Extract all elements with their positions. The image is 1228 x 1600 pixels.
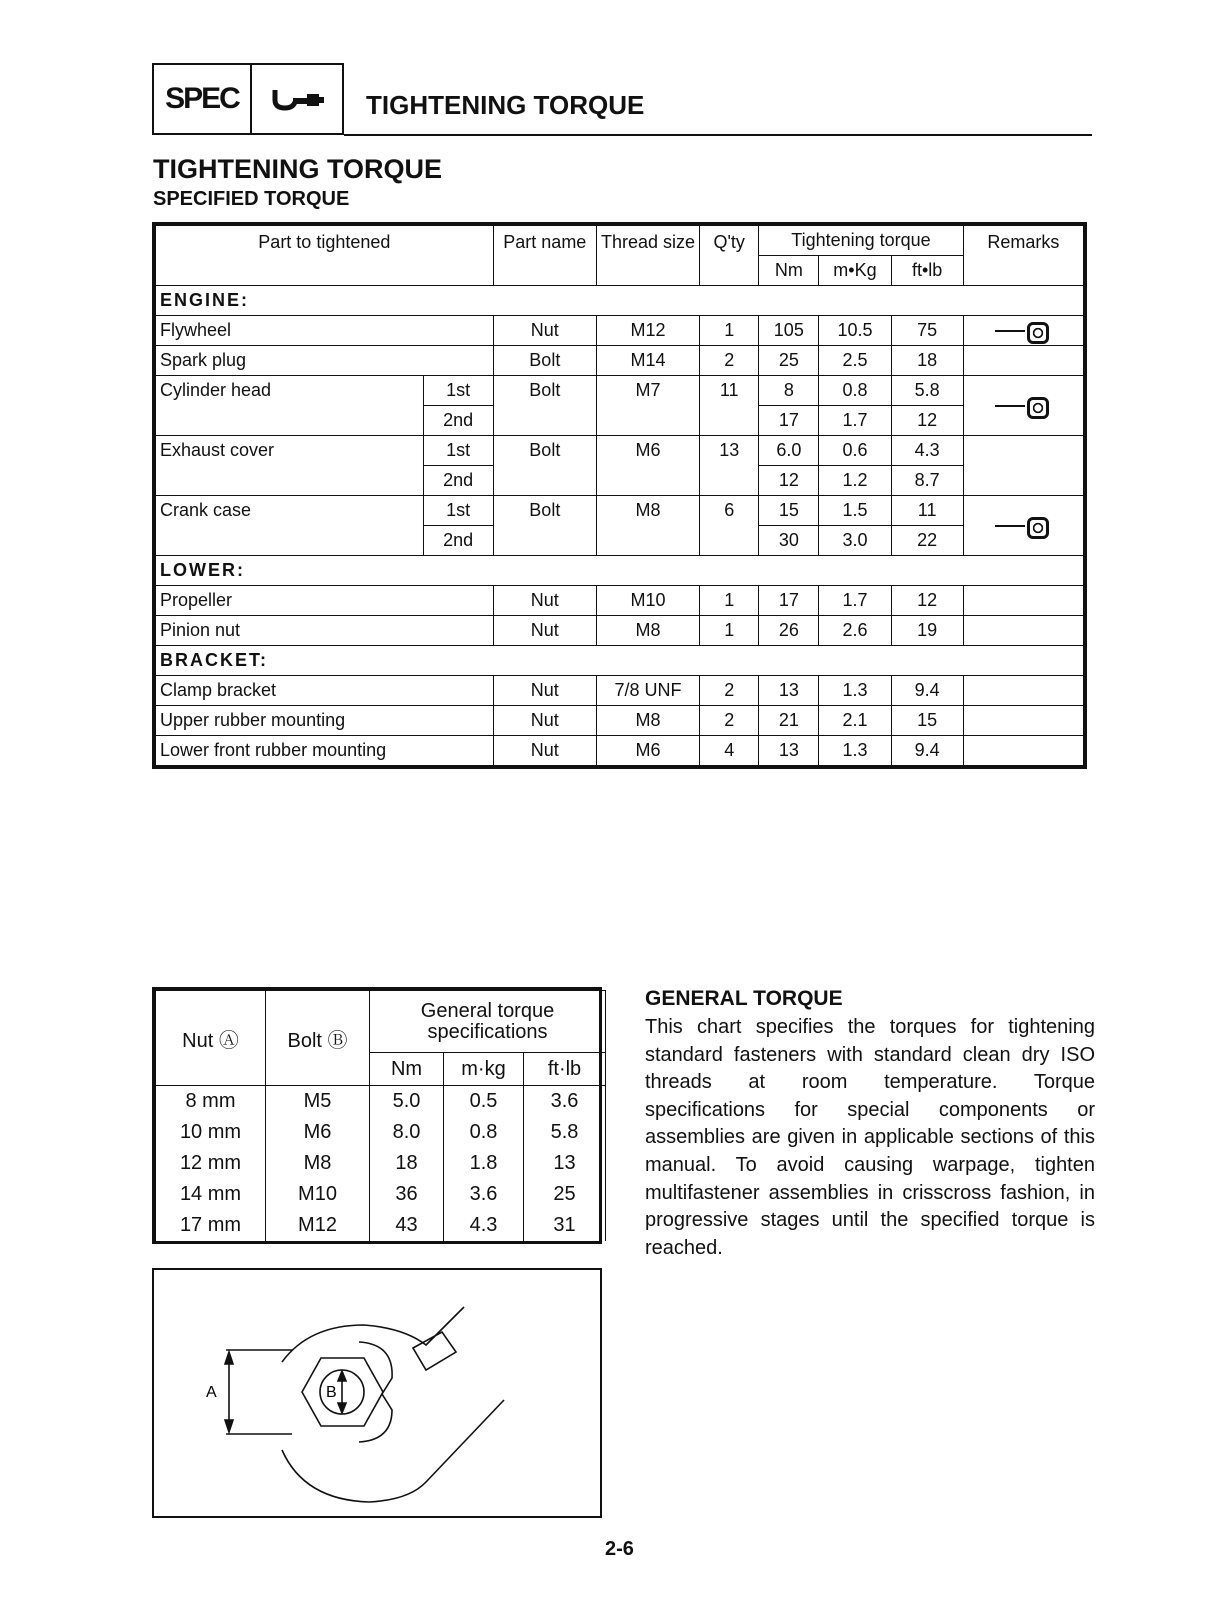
table-row — [156, 706, 1084, 736]
cell-nm: 21 — [759, 706, 819, 736]
cell-nm: 30 — [759, 526, 819, 556]
cell-mkg: 0.5 — [444, 1086, 524, 1118]
table-row — [156, 1117, 606, 1148]
cell-bolt: M12 — [266, 1210, 370, 1241]
wrench-nut-diagram — [154, 1270, 600, 1516]
cell-name: Nut — [493, 706, 596, 736]
cell-qty: 6 — [700, 496, 759, 556]
cell-nm: 43 — [370, 1210, 444, 1241]
cell-thread: M8 — [596, 616, 699, 646]
cell-mkg: 2.6 — [819, 616, 891, 646]
remark-cell — [963, 316, 1083, 346]
cell-qty: 2 — [700, 676, 759, 706]
cell-qty: 4 — [700, 736, 759, 766]
cell-mkg: 1.2 — [819, 466, 891, 496]
cell-nm: 105 — [759, 316, 819, 346]
cell-nm: 18 — [370, 1148, 444, 1179]
cell-qty: 13 — [700, 436, 759, 496]
cell-nut: 12 mm — [156, 1148, 266, 1179]
remark-cell — [963, 496, 1083, 556]
cell-part: Lower front rubber mounting — [156, 736, 494, 766]
col-header-name: Part name — [493, 226, 596, 286]
cell-mkg: 1.7 — [819, 586, 891, 616]
table-row — [156, 496, 1084, 526]
cell-name: Nut — [493, 736, 596, 766]
oil-apply-icon — [993, 515, 1053, 537]
cell-nm: 15 — [759, 496, 819, 526]
cell-part: Cylinder head — [156, 376, 424, 436]
cell-mkg: 1.7 — [819, 406, 891, 436]
cell-nm: 26 — [759, 616, 819, 646]
col-header-nm: Nm — [370, 1053, 444, 1086]
table-row — [156, 736, 1084, 766]
cell-part: Exhaust cover — [156, 436, 424, 496]
figure-label-a: A — [206, 1384, 217, 1401]
table-row — [156, 1210, 606, 1241]
cell-thread: M8 — [596, 496, 699, 556]
remark-cell — [963, 376, 1083, 436]
cell-name: Bolt — [493, 376, 596, 436]
col-header-mkg: m•Kg — [819, 256, 891, 286]
cell-nut: 8 mm — [156, 1086, 266, 1118]
cell-nm: 25 — [759, 346, 819, 376]
cell-ftlb: 12 — [891, 586, 963, 616]
cell-nm: 8.0 — [370, 1117, 444, 1148]
cell-mkg: 1.8 — [444, 1148, 524, 1179]
cell-name: Nut — [493, 316, 596, 346]
cell-name: Nut — [493, 616, 596, 646]
col-header-remarks: Remarks — [963, 226, 1083, 286]
cell-thread: M10 — [596, 586, 699, 616]
table-row — [156, 1179, 606, 1210]
col-header-mkg: m·kg — [444, 1053, 524, 1086]
cell-mkg: 0.8 — [819, 376, 891, 406]
cell-nm: 13 — [759, 676, 819, 706]
table-row — [156, 616, 1084, 646]
oil-apply-icon — [993, 395, 1053, 417]
cell-thread: M7 — [596, 376, 699, 436]
table-row — [156, 346, 1084, 376]
cell-thread: M6 — [596, 736, 699, 766]
cell-name: Bolt — [493, 436, 596, 496]
remark-cell — [963, 436, 1083, 496]
cell-ftlb: 11 — [891, 496, 963, 526]
table-row — [156, 586, 1084, 616]
cell-ftlb: 19 — [891, 616, 963, 646]
cell-ftlb: 25 — [524, 1179, 606, 1210]
spec-label: SPEC — [154, 65, 252, 133]
cell-ftlb: 13 — [524, 1148, 606, 1179]
table-row — [156, 436, 1084, 466]
cell-part: Spark plug — [156, 346, 494, 376]
figure-label-b: B — [326, 1384, 337, 1401]
cell-mkg: 0.8 — [444, 1117, 524, 1148]
cell-nut: 10 mm — [156, 1117, 266, 1148]
cell-qty: 2 — [700, 346, 759, 376]
general-torque-table — [152, 987, 602, 1244]
cell-step: 2nd — [423, 526, 493, 556]
col-header-torque: Tightening torque — [759, 226, 963, 256]
cell-part: Upper rubber mounting — [156, 706, 494, 736]
col-header-nut: Nut Ⓐ — [156, 991, 266, 1086]
cell-nut: 14 mm — [156, 1179, 266, 1210]
cell-ftlb: 31 — [524, 1210, 606, 1241]
cell-mkg: 3.0 — [819, 526, 891, 556]
cell-qty: 1 — [700, 616, 759, 646]
remark-cell — [963, 586, 1083, 616]
remark-cell — [963, 346, 1083, 376]
remark-cell — [963, 736, 1083, 766]
cell-part: Crank case — [156, 496, 424, 556]
table-row — [156, 376, 1084, 406]
cell-bolt: M6 — [266, 1117, 370, 1148]
specified-torque-table — [152, 222, 1087, 769]
cell-mkg: 1.3 — [819, 736, 891, 766]
table-row — [156, 1148, 606, 1179]
cell-step: 1st — [423, 496, 493, 526]
cell-bolt: M10 — [266, 1179, 370, 1210]
cell-bolt: M5 — [266, 1086, 370, 1118]
remark-cell — [963, 706, 1083, 736]
cell-thread: M6 — [596, 436, 699, 496]
section-bracket: BRACKET: — [156, 646, 1084, 676]
cell-ftlb: 5.8 — [891, 376, 963, 406]
cell-qty: 11 — [700, 376, 759, 436]
cell-qty: 1 — [700, 316, 759, 346]
cell-name: Nut — [493, 586, 596, 616]
cell-ftlb: 75 — [891, 316, 963, 346]
cell-ftlb: 9.4 — [891, 676, 963, 706]
torque-wrench-icon — [252, 65, 342, 133]
col-header-thread: Thread size — [596, 226, 699, 286]
cell-name: Nut — [493, 676, 596, 706]
header-rule — [344, 134, 1092, 136]
cell-mkg: 1.3 — [819, 676, 891, 706]
cell-thread: 7/8 UNF — [596, 676, 699, 706]
cell-thread: M14 — [596, 346, 699, 376]
cell-ftlb: 12 — [891, 406, 963, 436]
remark-cell — [963, 616, 1083, 646]
cell-name: Bolt — [493, 496, 596, 556]
section-lower: LOWER: — [156, 556, 1084, 586]
cell-part: Pinion nut — [156, 616, 494, 646]
cell-ftlb: 9.4 — [891, 736, 963, 766]
page-number: 2-6 — [605, 1538, 634, 1560]
cell-thread: M12 — [596, 316, 699, 346]
cell-nm: 13 — [759, 736, 819, 766]
cell-ftlb: 8.7 — [891, 466, 963, 496]
cell-nm: 5.0 — [370, 1086, 444, 1118]
cell-nut: 17 mm — [156, 1210, 266, 1241]
col-header-nm: Nm — [759, 256, 819, 286]
cell-mkg: 10.5 — [819, 316, 891, 346]
cell-step: 2nd — [423, 466, 493, 496]
remark-cell — [963, 676, 1083, 706]
col-header-part: Part to tightened — [156, 226, 494, 286]
cell-part: Flywheel — [156, 316, 494, 346]
page-title: TIGHTENING TORQUE — [153, 154, 443, 184]
cell-step: 2nd — [423, 406, 493, 436]
cell-part: Propeller — [156, 586, 494, 616]
wrench-figure — [152, 1268, 602, 1518]
cell-mkg: 4.3 — [444, 1210, 524, 1241]
cell-mkg: 1.5 — [819, 496, 891, 526]
cell-bolt: M8 — [266, 1148, 370, 1179]
cell-step: 1st — [423, 436, 493, 466]
cell-ftlb: 3.6 — [524, 1086, 606, 1118]
col-header-qty: Q'ty — [700, 226, 759, 286]
cell-step: 1st — [423, 376, 493, 406]
cell-nm: 6.0 — [759, 436, 819, 466]
cell-name: Bolt — [493, 346, 596, 376]
cell-ftlb: 5.8 — [524, 1117, 606, 1148]
cell-nm: 17 — [759, 586, 819, 616]
cell-part: Clamp bracket — [156, 676, 494, 706]
table-row — [156, 676, 1084, 706]
cell-ftlb: 22 — [891, 526, 963, 556]
cell-mkg: 0.6 — [819, 436, 891, 466]
col-header-ftlb: ft•lb — [891, 256, 963, 286]
col-header-ftlb: ft·lb — [524, 1053, 606, 1086]
table-row — [156, 1086, 606, 1118]
cell-nm: 17 — [759, 406, 819, 436]
col-header-bolt: Bolt Ⓑ — [266, 991, 370, 1086]
oil-apply-icon — [993, 320, 1053, 342]
cell-qty: 2 — [700, 706, 759, 736]
cell-mkg: 3.6 — [444, 1179, 524, 1210]
cell-mkg: 2.1 — [819, 706, 891, 736]
section-engine: ENGINE: — [156, 286, 1084, 316]
cell-ftlb: 18 — [891, 346, 963, 376]
spec-header-box — [152, 63, 344, 135]
general-torque-title: GENERAL TORQUE — [645, 987, 843, 1010]
cell-thread: M8 — [596, 706, 699, 736]
page-subtitle: SPECIFIED TORQUE — [153, 188, 350, 210]
cell-nm: 8 — [759, 376, 819, 406]
cell-ftlb: 15 — [891, 706, 963, 736]
general-torque-body: This chart specifies the torques for tightening standard fasteners with standard clean dry ISO threads at room temperature. Torque specifications for special components or assemblies are given in applicable sections of this manual. To avoid causing warpage, tighten multifastener assemblies in crisscross fashion, in progressive stages until the specified torque is reached. — [645, 1016, 1095, 1259]
cell-nm: 36 — [370, 1179, 444, 1210]
col-header-general-spec: General torque specifications — [370, 991, 606, 1053]
cell-qty: 1 — [700, 586, 759, 616]
cell-nm: 12 — [759, 466, 819, 496]
cell-ftlb: 4.3 — [891, 436, 963, 466]
header-title: TIGHTENING TORQUE — [366, 90, 645, 120]
cell-mkg: 2.5 — [819, 346, 891, 376]
table-row — [156, 316, 1084, 346]
